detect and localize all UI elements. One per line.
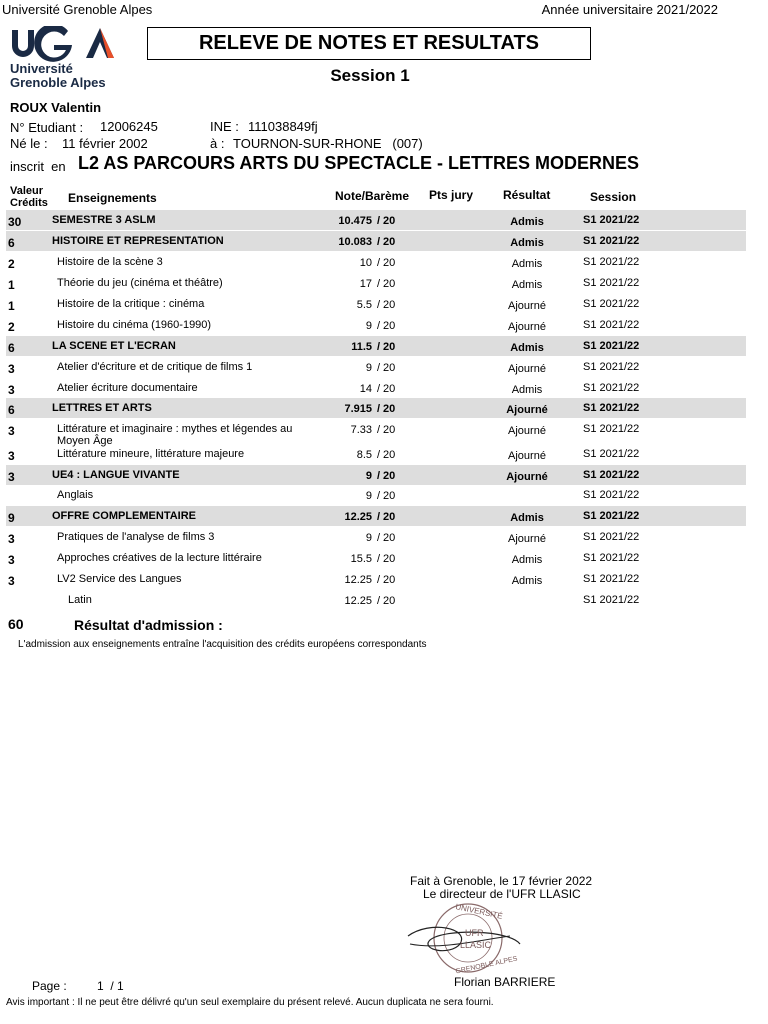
- stamp-text-top: UNIVERSITÉ: [454, 902, 504, 921]
- row-scale: 20: [383, 278, 396, 290]
- row-scale: 20: [383, 236, 396, 248]
- row-result: Admis: [510, 342, 544, 354]
- row-credits: 6: [8, 403, 15, 417]
- page-label: Page :: [32, 979, 67, 993]
- ine-label: INE :: [210, 119, 239, 134]
- table-row: [6, 548, 746, 568]
- row-session: S1 2021/22: [583, 531, 640, 543]
- row-grade: 7.915: [344, 403, 372, 415]
- table-row: [6, 590, 746, 610]
- row-grade-separator: /: [377, 574, 381, 586]
- col-header-jury: Pts jury: [429, 188, 474, 202]
- row-grade-separator: /: [377, 403, 381, 415]
- col-header-subject: Enseignements: [68, 191, 157, 205]
- ine-value: 111038849fj: [248, 119, 318, 134]
- row-subject: Anglais: [57, 489, 94, 501]
- university-name: Université Grenoble Alpes: [2, 2, 153, 17]
- col-header-credits-line1: Valeur: [10, 185, 44, 197]
- table-row: [6, 231, 746, 251]
- row-grade: 12.25: [344, 511, 372, 523]
- row-scale: 20: [383, 403, 396, 415]
- logo-text-universite: Université: [10, 61, 73, 76]
- col-header-session: Session: [590, 190, 637, 204]
- row-subject: Latin: [68, 594, 92, 606]
- admission-result-label: Résultat d'admission :: [74, 617, 223, 633]
- row-subject: Théorie du jeu (cinéma et théâtre): [57, 277, 223, 289]
- row-subject: LETTRES ET ARTS: [52, 402, 152, 414]
- row-grade: 10.083: [338, 236, 372, 248]
- row-grade: 7.33: [350, 424, 372, 436]
- row-credits: 9: [8, 511, 15, 525]
- row-session: S1 2021/22: [583, 594, 640, 606]
- row-subject: Littérature mineure, littérature majeure: [57, 448, 245, 460]
- signer-name: Florian BARRIERE: [454, 975, 556, 989]
- row-grade-separator: /: [377, 424, 381, 436]
- table-row: [6, 294, 746, 314]
- row-grade: 9: [365, 362, 372, 374]
- table-row: [6, 485, 746, 505]
- row-subject: Pratiques de l'analyse de films 3: [57, 531, 215, 543]
- row-scale: 20: [383, 595, 396, 607]
- row-result: Ajourné: [508, 321, 546, 333]
- row-grade-separator: /: [377, 595, 381, 607]
- row-session: S1 2021/22: [583, 340, 640, 352]
- row-result: Ajourné: [508, 300, 546, 312]
- table-row: [6, 252, 746, 272]
- row-credits: 2: [8, 257, 15, 271]
- row-grade-separator: /: [377, 383, 381, 395]
- row-credits: 6: [8, 236, 15, 250]
- row-grade: 15.5: [350, 553, 372, 565]
- row-scale: 20: [383, 470, 396, 482]
- row-scale: 20: [383, 383, 396, 395]
- row-credits: 3: [8, 424, 15, 438]
- table-row: [6, 378, 746, 398]
- row-grade-separator: /: [377, 511, 381, 523]
- row-subject: OFFRE COMPLEMENTAIRE: [52, 510, 197, 522]
- row-scale: 20: [383, 424, 396, 436]
- row-credits: 3: [8, 470, 15, 484]
- row-subject: LA SCENE ET L'ECRAN: [52, 340, 176, 352]
- page-number: 1 / 1: [97, 979, 124, 993]
- program-name: L2 AS PARCOURS ARTS DU SPECTACLE - LETTRES MODERNES: [78, 153, 640, 173]
- admission-note: L'admission aux enseignements entraîne l'acquisition des crédits européens correspondants: [18, 639, 427, 650]
- row-grade: 11.5: [351, 341, 372, 353]
- table-row: [6, 444, 746, 464]
- row-result: Ajourné: [508, 450, 546, 462]
- row-session: S1 2021/22: [583, 573, 640, 585]
- row-grade-separator: /: [377, 236, 381, 248]
- row-session: S1 2021/22: [583, 448, 640, 460]
- row-session: S1 2021/22: [583, 469, 640, 481]
- row-session: S1 2021/22: [583, 382, 640, 394]
- row-session: S1 2021/22: [583, 277, 640, 289]
- row-subject: Histoire de la critique : cinéma: [57, 298, 205, 310]
- row-session: S1 2021/22: [583, 235, 640, 247]
- row-grade: 12.25: [344, 595, 372, 607]
- row-grade-separator: /: [377, 553, 381, 565]
- row-session: S1 2021/22: [583, 552, 640, 564]
- row-subject: Approches créatives de la lecture littéraire: [57, 552, 262, 564]
- row-grade: 9: [365, 532, 372, 544]
- row-result: Admis: [511, 258, 543, 270]
- col-header-credits-line2: Crédits: [10, 197, 48, 209]
- row-grade: 10: [359, 257, 372, 269]
- row-session: S1 2021/22: [583, 489, 640, 501]
- row-credits: 3: [8, 553, 15, 567]
- signature-role: Le directeur de l'UFR LLASIC: [423, 887, 581, 901]
- row-result: Ajourné: [506, 471, 548, 483]
- row-session: S1 2021/22: [583, 214, 640, 226]
- row-subject: LV2 Service des Langues: [57, 573, 182, 585]
- row-result: Ajourné: [508, 363, 546, 375]
- row-grade: 8.5: [356, 449, 372, 461]
- table-row: [6, 506, 746, 526]
- row-scale: 20: [383, 320, 396, 332]
- row-grade: 12.25: [344, 574, 372, 586]
- row-credits: 3: [8, 383, 15, 397]
- row-scale: 20: [383, 553, 396, 565]
- row-grade-separator: /: [377, 449, 381, 461]
- row-scale: 20: [383, 449, 396, 461]
- table-row: [6, 210, 746, 230]
- col-header-grade: Note/Barème: [335, 189, 410, 203]
- birth-date-label: Né le :: [10, 136, 48, 151]
- session-label: Session 1: [330, 66, 410, 85]
- table-row: [6, 398, 746, 418]
- row-grade-separator: /: [377, 532, 381, 544]
- row-result: Admis: [510, 216, 544, 228]
- row-grade: 5.5: [356, 299, 372, 311]
- row-session: S1 2021/22: [583, 319, 640, 331]
- row-subject: HISTOIRE ET REPRESENTATION: [52, 235, 224, 247]
- row-scale: 20: [383, 574, 396, 586]
- row-result: Ajourné: [508, 533, 546, 545]
- row-subject: Atelier écriture documentaire: [57, 382, 198, 394]
- row-subject: Histoire de la scène 3: [57, 256, 163, 268]
- row-session: S1 2021/22: [583, 298, 640, 310]
- student-number-label: N° Etudiant :: [10, 120, 84, 135]
- row-result: Admis: [510, 237, 544, 249]
- row-grade: 9: [365, 490, 372, 502]
- total-credits: 60: [8, 616, 24, 632]
- student-name: ROUX Valentin: [10, 100, 102, 115]
- table-row: [6, 357, 746, 377]
- row-result: Admis: [511, 554, 543, 566]
- row-scale: 20: [383, 511, 396, 523]
- row-session: S1 2021/22: [583, 423, 640, 435]
- table-row: [6, 527, 746, 547]
- birth-date: 11 février 2002: [62, 136, 148, 151]
- row-scale: 20: [383, 490, 396, 502]
- row-grade-separator: /: [377, 470, 381, 482]
- row-result: Admis: [511, 575, 543, 587]
- row-grade: 14: [359, 383, 372, 395]
- table-row: [6, 419, 746, 447]
- row-result: Ajourné: [506, 404, 548, 416]
- signature-place-date: Fait à Grenoble, le 17 février 2022: [410, 874, 593, 888]
- row-scale: 20: [383, 341, 396, 353]
- row-session: S1 2021/22: [583, 402, 640, 414]
- row-subject: Atelier d'écriture et de critique de films 1: [57, 361, 253, 373]
- row-grade-separator: /: [377, 278, 381, 290]
- logo-text-grenoble-alpes: Grenoble Alpes: [10, 75, 106, 90]
- row-result: Admis: [511, 279, 543, 291]
- col-header-result: Résultat: [503, 188, 551, 202]
- row-subject: Littérature et imaginaire : mythes et légendes au Moyen Âge: [57, 423, 293, 447]
- row-result: Admis: [511, 384, 543, 396]
- table-row: [6, 336, 746, 356]
- row-subject: SEMESTRE 3 ASLM: [52, 214, 156, 226]
- row-credits: 1: [8, 278, 15, 292]
- row-subject: Histoire du cinéma (1960-1990): [57, 319, 212, 331]
- enrolled-label: inscrit en: [10, 159, 66, 174]
- table-row: [6, 465, 746, 485]
- row-grade-separator: /: [377, 257, 381, 269]
- row-grade-separator: /: [377, 320, 381, 332]
- row-subject: UE4 : LANGUE VIVANTE: [52, 469, 180, 481]
- row-grade: 9: [365, 470, 372, 482]
- row-scale: 20: [383, 299, 396, 311]
- row-result: Ajourné: [508, 425, 546, 437]
- row-grade: 17: [359, 278, 372, 290]
- document-title: RELEVE DE NOTES ET RESULTATS: [147, 27, 591, 60]
- row-credits: 6: [8, 341, 15, 355]
- footer-notice: Avis important : Il ne peut être délivré qu'un seul exemplaire du présent relevé. Aucun duplicata ne sera fourni.: [6, 997, 494, 1008]
- row-grade-separator: /: [377, 362, 381, 374]
- row-credits: 3: [8, 449, 15, 463]
- row-credits: 3: [8, 532, 15, 546]
- row-session: S1 2021/22: [583, 256, 640, 268]
- row-grade: 9: [365, 320, 372, 332]
- stamp-text-bottom: GRENOBLE ALPES: [454, 955, 519, 976]
- row-grade-separator: /: [377, 299, 381, 311]
- birth-place: TOURNON-SUR-RHONE (007): [233, 136, 423, 151]
- row-credits: 3: [8, 574, 15, 588]
- table-row: [6, 315, 746, 335]
- row-grade-separator: /: [377, 490, 381, 502]
- stamp-text-llasic: LLASIC: [460, 940, 492, 950]
- row-scale: 20: [383, 215, 396, 227]
- row-grade-separator: /: [377, 215, 381, 227]
- stamp-text-ufr: UFR: [465, 928, 484, 938]
- row-session: S1 2021/22: [583, 510, 640, 522]
- row-result: Admis: [510, 512, 544, 524]
- row-scale: 20: [383, 362, 396, 374]
- row-scale: 20: [383, 257, 396, 269]
- col-header-credits: [10, 185, 48, 209]
- row-credits: 1: [8, 299, 15, 313]
- academic-year: Année universitaire 2021/2022: [541, 2, 718, 17]
- table-row: [6, 569, 746, 589]
- row-credits: 30: [8, 215, 22, 229]
- birth-place-label: à :: [210, 136, 225, 151]
- row-credits: 3: [8, 362, 15, 376]
- student-number: 12006245: [100, 119, 158, 134]
- table-row: [6, 273, 746, 293]
- row-session: S1 2021/22: [583, 361, 640, 373]
- row-grade-separator: /: [377, 341, 381, 353]
- row-scale: 20: [383, 532, 396, 544]
- row-grade: 10.475: [338, 215, 372, 227]
- row-credits: 2: [8, 320, 15, 334]
